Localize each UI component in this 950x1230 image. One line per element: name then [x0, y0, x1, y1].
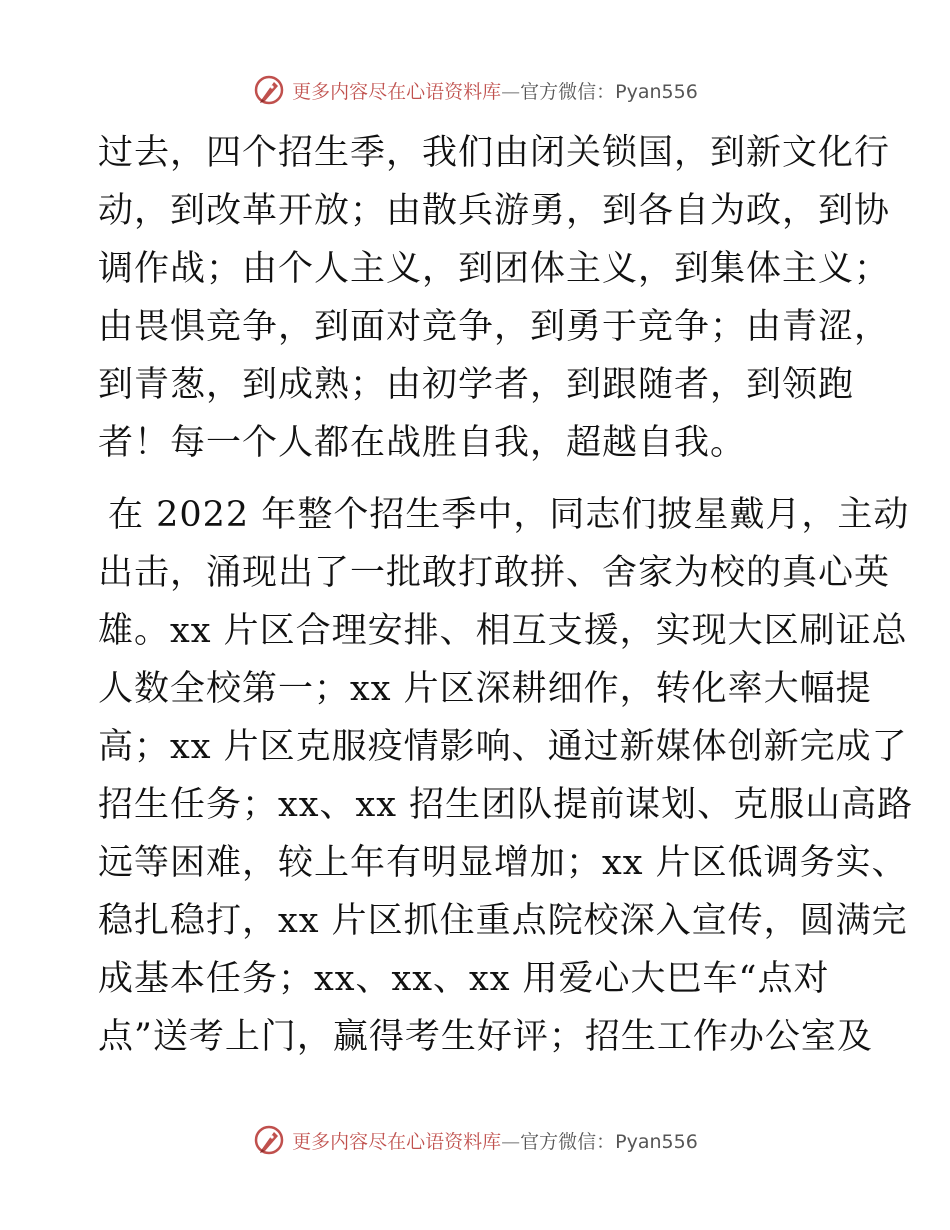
header-banner-separator: — [501, 80, 521, 103]
paragraph-line: 稳扎稳打，xx 片区抓住重点院校深入宣传，圆满完 [98, 901, 908, 941]
paragraph-line: 者！每一个人都在战胜自我，超越自我。 [98, 423, 747, 463]
paragraph-line: 在 2022 年整个招生季中，同志们披星戴月，主动 [108, 495, 910, 535]
footer-banner-contact: 官方微信：Pyan556 [520, 1130, 698, 1153]
paragraph-line: 过去，四个招生季，我们由闭关锁国，到新文化行 [98, 133, 891, 173]
paragraph-line: 招生任务；xx、xx 招生团队提前谋划、克服山高路 [98, 785, 914, 825]
header-banner [0, 72, 950, 108]
paragraph-line: 人数全校第一；xx 片区深耕细作，转化率大幅提 [98, 669, 872, 709]
paragraph-2 [98, 486, 914, 1066]
paragraph-line: 到青葱，到成熟；由初学者，到跟随者，到领跑 [98, 365, 855, 405]
paragraph-1 [98, 124, 891, 472]
paragraph-line: 出击，涌现出了一批敢打敢拼、舍家为校的真心英 [98, 553, 891, 593]
document-body [98, 124, 914, 1066]
footer-banner-separator: — [501, 1130, 521, 1153]
footer-banner-text [292, 1127, 698, 1154]
header-banner-text [292, 77, 698, 104]
header-banner-contact: 官方微信：Pyan556 [520, 80, 698, 103]
paragraph-line: 高；xx 片区克服疫情影响、通过新媒体创新完成了 [98, 727, 908, 767]
header-banner-main: 更多内容尽在心语资料库 [292, 80, 502, 103]
paragraph-line: 雄。xx 片区合理安排、相互支援，实现大区刷证总 [98, 611, 908, 651]
paragraph-line: 成基本任务；xx、xx、xx 用爱心大巴车“点对 [98, 959, 830, 999]
pen-nib-logo-icon [252, 1123, 286, 1157]
footer-banner [0, 1122, 950, 1158]
paragraph-line: 由畏惧竞争，到面对竞争，到勇于竞争；由青涩， [98, 307, 891, 347]
pen-nib-logo-icon [252, 73, 286, 107]
paragraph-line: 动，到改革开放；由散兵游勇，到各自为政，到协 [98, 191, 891, 231]
paragraph-line: 远等困难，较上年有明显增加；xx 片区低调务实、 [98, 843, 908, 883]
footer-banner-main: 更多内容尽在心语资料库 [292, 1130, 502, 1153]
paragraph-line: 调作战；由个人主义，到团体主义，到集体主义； [98, 249, 891, 289]
paragraph-line: 点”送考上门，赢得考生好评；招生工作办公室及 [98, 1017, 873, 1057]
